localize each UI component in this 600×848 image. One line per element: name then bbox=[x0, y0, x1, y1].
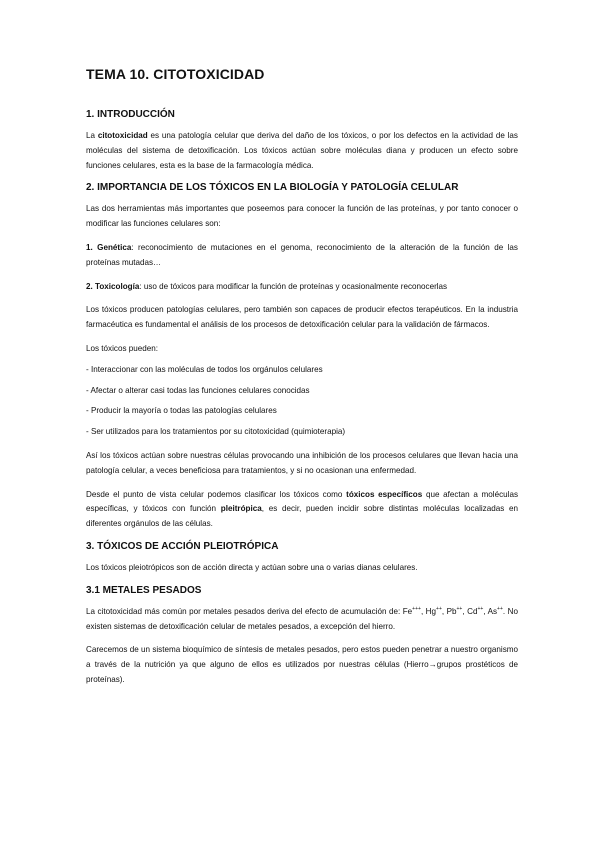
paragraph-toxicos-pueden: Los tóxicos pueden: bbox=[86, 343, 158, 353]
list-item: - Producir la mayoría o todas las patologías celulares bbox=[86, 406, 277, 416]
section-heading-importancia: 2. IMPORTANCIA DE LOS TÓXICOS EN LA BIOLOGÍA Y PATOLOGÍA CELULAR bbox=[86, 182, 459, 194]
list-item: - Afectar o alterar casi todas las funciones celulares conocidas bbox=[86, 385, 310, 395]
paragraph-nutricion: Carecemos de un sistema bioquímico de síntesis de metales pesados, pero estos pueden penetrar a nuestro organismo a través de la nutrición ya que alguno de ellos es utilizados por nuestras células (Hierro→grupos prostéticos de proteínas). bbox=[86, 645, 518, 684]
paragraph-herramientas: Las dos herramientas más importantes que poseemos para conocer la función de las proteínas, y por tanto conocer o modificar las funciones celulares son: bbox=[86, 204, 518, 229]
paragraph-genetica: 1. Genética: reconocimiento de mutaciones en el genoma, reconocimiento de la alteración de la función de las proteínas mutadas… bbox=[86, 242, 518, 267]
section-heading-introduccion: 1. INTRODUCCIÓN bbox=[86, 109, 175, 120]
document-body bbox=[86, 66, 518, 697]
section-heading-metales-pesados: 3.1 METALES PESADOS bbox=[86, 584, 202, 596]
arrow-icon: → bbox=[428, 660, 437, 670]
paragraph-pleiotropicos: Los tóxicos pleiotrópicos son de acción directa y actúan sobre una o varias dianas celulares. bbox=[86, 562, 418, 572]
document-title: TEMA 10. CITOTOXICIDAD bbox=[86, 66, 265, 82]
list-item: - Interaccionar con las moléculas de todos los orgánulos celulares bbox=[86, 364, 323, 374]
paragraph-patologias: Los tóxicos producen patologías celulares, pero también son capaces de producir efectos terapéuticos. En la industria farmacéutica es fundamental el análisis de los procesos de detoxificación celular para la validación de fármacos. bbox=[86, 305, 518, 330]
paragraph-acumulacion: La citotoxicidad más común por metales pesados deriva del efecto de acumulación de: Fe+++, Hg++, Pb++, Cd++, As++. No existen sistemas de detoxificación celular de metales pesados, a excepción del hierro. bbox=[86, 605, 518, 631]
paragraph-clasificacion: Desde el punto de vista celular podemos clasificar los tóxicos como tóxicos específicos que afectan a moléculas específicas, y tóxicos con función pleitrópica, es decir, pueden incidir sobre distintas moléculas localizadas en diferentes orgánulos de las células. bbox=[86, 489, 518, 529]
paragraph-introduccion: La citotoxicidad es una patología celular que deriva del daño de los tóxicos, o por los defectos en la actividad de las moléculas del sistema de detoxificación. Los tóxicos actúan sobre moléculas diana y producen un efecto sobre funciones celulares, esta es la base de la farmacología médica. bbox=[86, 131, 518, 170]
list-item: - Ser utilizados para los tratamientos por su citotoxicidad (quimioterapia) bbox=[86, 427, 346, 437]
paragraph-toxicologia: 2. Toxicología: uso de tóxicos para modificar la función de proteínas y ocasionalmente reconocerlas bbox=[86, 281, 448, 291]
section-heading-pleiotropica: 3. TÓXICOS DE ACCIÓN PLEIOTRÓPICA bbox=[86, 540, 279, 552]
paragraph-inhibicion: Así los tóxicos actúan sobre nuestras células provocando una inhibición de los procesos celulares que llevan hacia una patología celular, a veces beneficiosa para tratamientos, y si no ocasionan una enfermedad. bbox=[86, 450, 518, 475]
